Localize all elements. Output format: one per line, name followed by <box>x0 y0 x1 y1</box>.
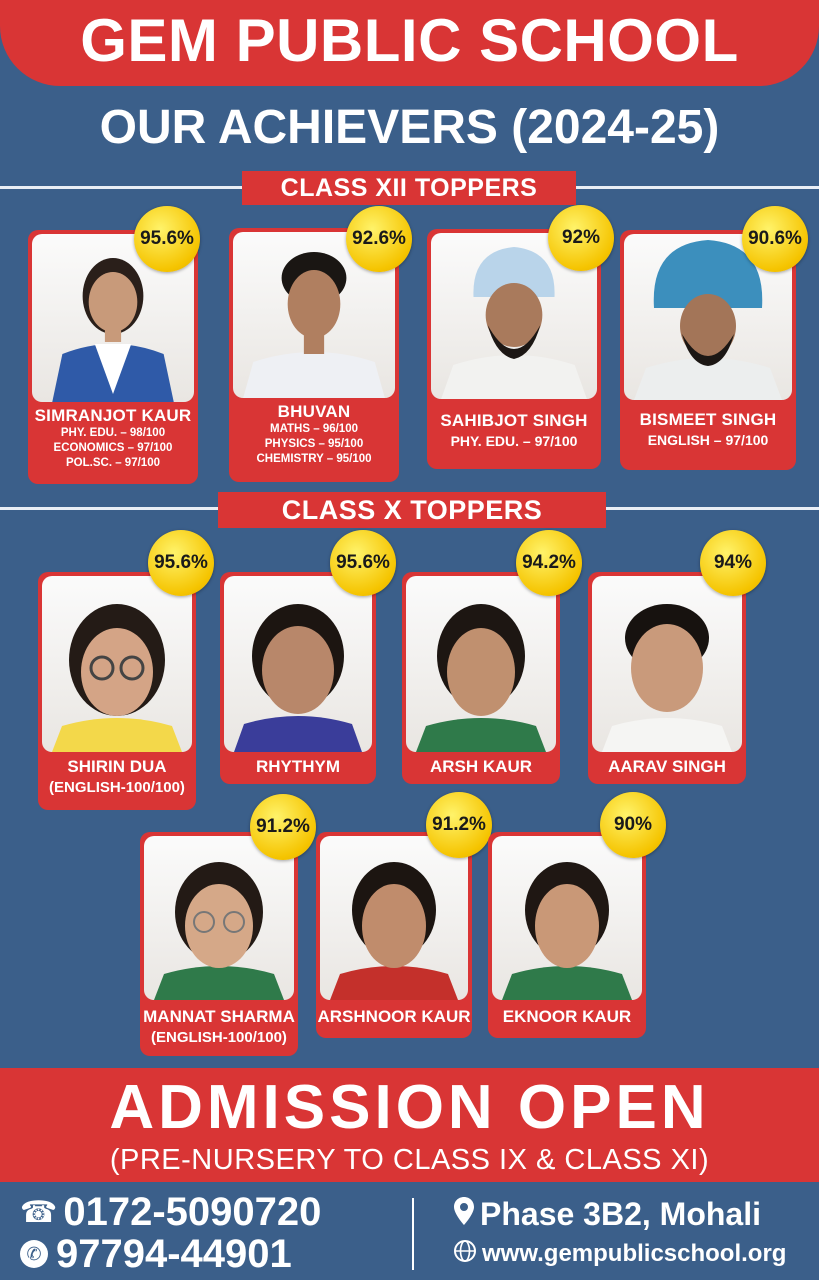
student-name: RHYTHYM <box>255 757 341 776</box>
topper-card <box>140 832 298 1056</box>
address-text: Phase 3B2, Mohali <box>480 1195 761 1232</box>
student-name: SHIRIN DUA <box>67 757 167 776</box>
percentage-badge: 95.6% <box>134 206 200 272</box>
percentage-badge: 92% <box>548 205 614 271</box>
admission-subtitle: (PRE-NURSERY TO CLASS IX & CLASS XI) <box>109 1144 710 1176</box>
class10-label: CLASS X TOPPERS <box>218 492 606 528</box>
subject-score: POL.SC. – 97/100 <box>66 457 160 469</box>
subject-score: ECONOMICS – 97/100 <box>53 442 173 454</box>
website-link[interactable]: www.gempublicschool.org <box>482 1240 787 1267</box>
subject-score: CHEMISTRY – 95/100 <box>256 453 372 465</box>
percentage-badge: 91.2% <box>426 792 492 858</box>
student-photo <box>320 836 468 1000</box>
subject-score: PHY. EDU. – 98/100 <box>60 427 166 439</box>
subject-note: (ENGLISH-100/100) <box>151 1029 287 1046</box>
percentage-badge: 95.6% <box>148 530 214 596</box>
mobile-number: 97794-44901 <box>56 1231 292 1276</box>
admission-banner <box>0 1068 819 1182</box>
student-name: ARSH KAUR <box>430 757 532 776</box>
landline-number: 0172-5090720 <box>63 1189 322 1234</box>
class12-label: CLASS XII TOPPERS <box>242 171 576 205</box>
mobile-row[interactable] <box>20 1232 292 1276</box>
student-photo <box>144 836 294 1000</box>
student-photo <box>42 576 192 752</box>
topper-card <box>220 572 376 784</box>
subject-score: MATHS – 96/100 <box>270 423 358 435</box>
subject-score: PHY. EDU. – 97/100 <box>450 433 578 449</box>
footer-divider <box>412 1198 414 1270</box>
student-photo <box>406 576 556 752</box>
student-photo <box>492 836 642 1000</box>
location-pin-icon <box>454 1196 474 1233</box>
percentage-badge: 91.2% <box>250 794 316 860</box>
student-photo <box>592 576 742 752</box>
percentage-badge: 94% <box>700 530 766 596</box>
student-name: EKNOOR KAUR <box>502 1007 632 1026</box>
landline-row[interactable] <box>20 1190 321 1234</box>
subject-score: ENGLISH – 97/100 <box>647 432 769 448</box>
percentage-badge: 95.6% <box>330 530 396 596</box>
school-name: GEM PUBLIC SCHOOL <box>80 7 739 74</box>
header-banner <box>0 0 819 86</box>
student-name: MANNAT SHARMA <box>143 1007 295 1026</box>
student-name: BHUVAN <box>277 402 351 421</box>
percentage-badge: 94.2% <box>516 530 582 596</box>
achievers-title: OUR ACHIEVERS (2024-25) <box>99 101 720 154</box>
website-row[interactable] <box>454 1238 786 1270</box>
subject-note: (ENGLISH-100/100) <box>49 779 185 796</box>
student-name: SAHIBJOT SINGH <box>440 411 588 430</box>
student-name: AARAV SINGH <box>608 757 726 776</box>
subject-score: PHYSICS – 95/100 <box>264 438 364 450</box>
student-photo <box>224 576 372 752</box>
percentage-badge: 92.6% <box>346 206 412 272</box>
topper-card <box>488 832 646 1038</box>
phone-icon: ✆ <box>20 1240 48 1268</box>
topper-card <box>38 572 196 810</box>
admission-title: ADMISSION OPEN <box>109 1073 710 1142</box>
topper-card <box>402 572 560 784</box>
percentage-badge: 90% <box>600 792 666 858</box>
topper-card <box>316 832 472 1038</box>
topper-card <box>588 572 746 784</box>
address-row <box>454 1194 761 1234</box>
student-name: SIMRANJOT KAUR <box>34 406 192 425</box>
telephone-icon: ☎ <box>20 1195 58 1229</box>
student-name: ARSHNOOR KAUR <box>317 1007 471 1026</box>
percentage-badge: 90.6% <box>742 206 808 272</box>
globe-icon <box>454 1240 476 1269</box>
student-name: BISMEET SINGH <box>639 410 777 429</box>
